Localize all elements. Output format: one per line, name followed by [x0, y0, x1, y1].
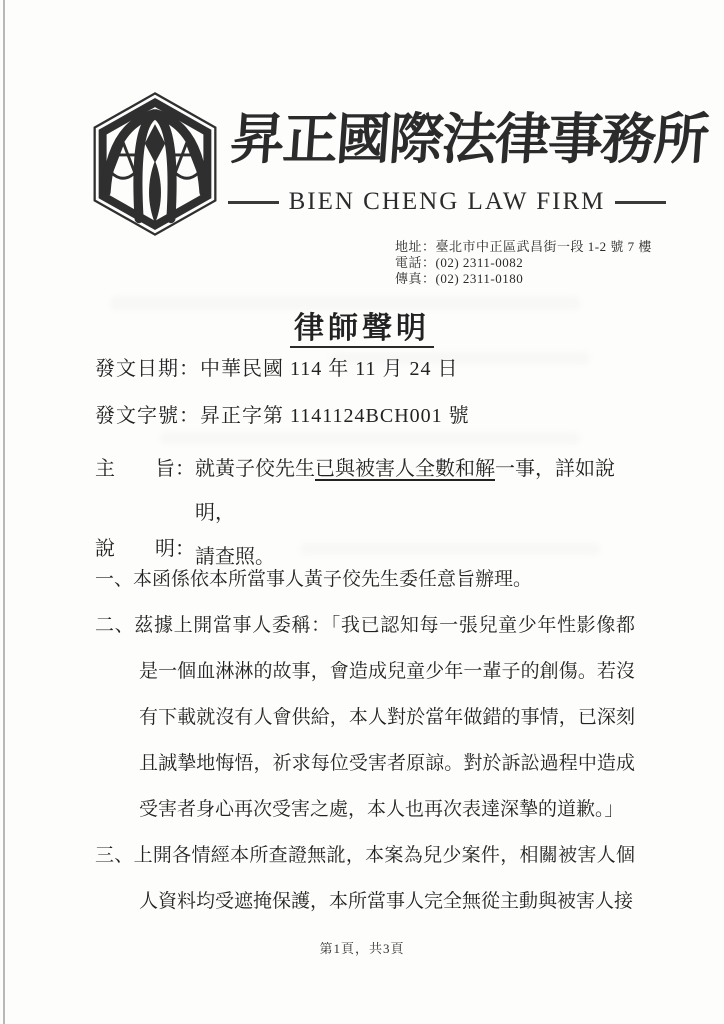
subject-underlined-text: 已與被害人全數和解: [315, 458, 495, 480]
item-marker: 二、: [95, 615, 135, 636]
firm-name-english-row: [228, 188, 666, 216]
statement-item-2: [95, 603, 635, 833]
page-number: 第1頁，共3頁: [319, 941, 405, 956]
contact-fax: 傳真：(02) 2311-0180: [395, 271, 524, 286]
right-rule: [615, 201, 666, 204]
firm-name-chinese: 昇正國際法律事務所: [227, 109, 710, 170]
contact-address: 地址：臺北市中正區武昌街一段 1-2 號 7 樓: [395, 239, 652, 254]
statement-item-3: [95, 833, 635, 925]
item-text: 上開各情經本所查證無訛，本案為兒少案件，相關被害人個人資料均受遮掩保護，本所當事人完全無從主動與被害人接: [133, 845, 635, 912]
issue-date-line: 發文日期：中華民國 114 年 11 月 24 日: [95, 358, 459, 380]
item-marker: 一、: [95, 569, 134, 590]
subject-suffix: 一事，詳如說明，: [195, 458, 615, 524]
item-marker: 三、: [95, 845, 134, 866]
document-title: 律師聲明: [290, 312, 434, 348]
scan-edge-line: [3, 0, 5, 1024]
contact-phone: 電話：(02) 2311-0082: [395, 255, 524, 270]
explanation-label: 說 明：: [95, 538, 195, 560]
subject-text-line1: [195, 447, 640, 535]
firm-name-english: BIEN CHENG LAW FIRM: [288, 188, 606, 215]
item-text: 本函係依本所當事人黃子佼先生委任意旨辦理。: [133, 569, 533, 590]
statement-item-1: [95, 557, 635, 603]
item-text: 茲據上開當事人委稱：「我已認知每一張兒童少年性影像都是一個血淋淋的故事，會造成兒童少年一輩子的創傷。若沒有下載就沒有人會供給，本人對於當年做錯的事情，已深刻且誠摯地悔悟，祈求每位受害者原諒。對於訴訟過程中造成受害者身心再次受害之處，本人也再次表達深摯的道歉。」: [134, 615, 635, 820]
contact-block: [395, 239, 652, 287]
law-firm-logo scales-of-justice-hexagon-icon: [84, 90, 226, 238]
subject-text-line2: 請查照。: [195, 546, 275, 568]
scan-smudge: [160, 432, 580, 444]
subject-label: 主 旨：: [95, 458, 195, 480]
document-title-row: [0, 303, 724, 347]
reference-number-line: 發文字號：昇正字第 1141124BCH001 號: [95, 405, 470, 427]
subject-prefix: 就黃子佼先生: [195, 458, 315, 480]
statement-body: [95, 557, 635, 925]
left-rule: [228, 201, 279, 204]
